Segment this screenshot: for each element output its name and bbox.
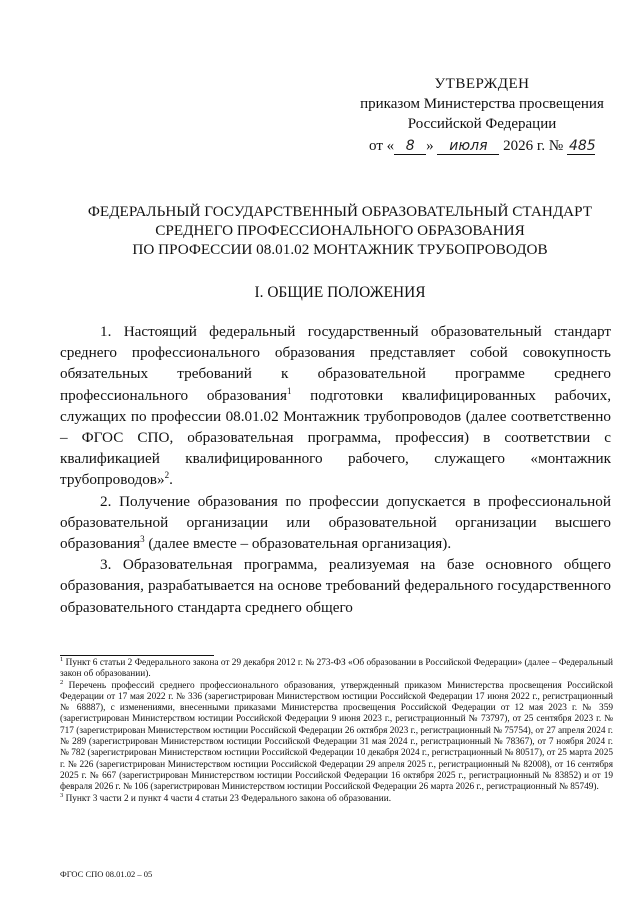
- paragraph-2-part-b: (далее вместе – образовательная организация).: [144, 535, 452, 553]
- title-line-2: СРЕДНЕГО ПРОФЕССИОНАЛЬНОГО ОБРАЗОВАНИЯ: [155, 222, 525, 239]
- paragraph-1-part-a: 1. Настоящий федеральный государственный образовательный стандарт среднего профессионального образования представляет собой совокупность обязательных требований к образовательной программе среднего профессионального образования: [60, 323, 611, 404]
- footnote-ref-3: 3: [140, 533, 145, 544]
- document-title: [60, 202, 620, 259]
- paragraph-1-part-b: подготовки квалифицированных рабочих, служащих по профессии 08.01.02 Монтажник трубопроводов (далее соответственно – ФГОС СПО, образовательная программа, профессия) в соответствии с квалификацией квалифицированного рабочего, служащего «монтажник трубопроводов»: [60, 386, 611, 489]
- footnote-separator: [60, 655, 214, 656]
- footnote-2: [60, 678, 613, 794]
- footnotes: [60, 655, 613, 805]
- paragraph-1: [60, 321, 611, 491]
- footnote-1-text: Пункт 6 статьи 2 Федерального закона от 29 декабря 2012 г. № 273-ФЗ «Об образовании в Российской Федерации» (далее – Федеральный закон об образовании).: [60, 658, 613, 680]
- approval-line-2: Российской Федерации: [407, 116, 557, 132]
- paragraph-2-part-a: 2. Получение образования по профессии допускается в профессиональной образовательной организации или образовательной организации высшего образования: [60, 492, 611, 553]
- date-year: 2026 г. №: [503, 138, 564, 154]
- approval-block: [352, 74, 612, 156]
- approval-date: [352, 136, 612, 156]
- footnote-ref-1: 1: [286, 385, 292, 396]
- handwritten-day: 8: [394, 138, 426, 155]
- handwritten-month: июля: [437, 138, 499, 155]
- title-line-3: ПО ПРОФЕССИИ 08.01.02 МОНТАЖНИК ТРУБОПРОВОДОВ: [132, 241, 548, 258]
- page-footer-code: ФГОС СПО 08.01.02 – 05: [60, 869, 153, 879]
- date-prefix: от «: [369, 138, 395, 154]
- handwritten-number: 485: [568, 138, 596, 154]
- section-heading: I. ОБЩИЕ ПОЛОЖЕНИЯ: [254, 284, 426, 301]
- date-quote: »: [426, 138, 434, 154]
- paragraph-1-part-c: .: [169, 471, 173, 489]
- paragraph-3: 3. Образовательная программа, реализуемая на базе основного общего образования, разрабатывается на основе требований федерального государственного образовательного стандарта среднего общего: [60, 556, 611, 616]
- footnote-1: [60, 655, 613, 681]
- footnote-1-number: 1: [60, 655, 64, 663]
- footnote-3-number: 3: [60, 791, 64, 799]
- footnote-2-number: 2: [60, 678, 64, 686]
- title-line-1: ФЕДЕРАЛЬНЫЙ ГОСУДАРСТВЕННЫЙ ОБРАЗОВАТЕЛЬНЫЙ СТАНДАРТ: [87, 203, 593, 220]
- paragraph-2: [60, 491, 611, 555]
- body-text: [60, 321, 611, 618]
- footnote-2-text: Перечень профессий среднего профессионального образования, утвержденный приказом Министерства просвещения Российской Федерации от 17 мая 2022 г. № 336 (зарегистрирован Министерством юстиции Российской Федерации 17 июня 2022 г., регистрационный № 68887), с изменениями, внесенными приказами Министерства просвещения Российской Федерации от 12 мая 2023 г. № 359 (зарегистрирован Министерством юстиции Российской Федерации 9 июня 2023 г., регистрационный № 73797), от 25 сентября 2023 г. № 717 (зарегистрирован Министерством юстиции Российской Федерации 26 октября 2023 г., регистрационный № 75754), от 27 апреля 2024 г. № 289 (зарегистрирован Министерством юстиции Российской Федерации 31 мая 2024 г., регистрационный № 78367), от 7 ноября 2024 г. № 782 (зарегистрирован Министерством юстиции Российской Федерации 10 декабря 2024 г., регистрационный № 80517), от 25 марта 2025 г. № 226 (зарегистрирован Министерством юстиции Российской Федерации 29 апреля 2025 г., регистрационный № 82008), от 16 сентября 2025 г. № 667 (зарегистрирован Министерством юстиции Российской Федерации 16 октября 2025 г., регистрационный № 83852) и от 19 февраля 2026 г. № 106 (зарегистрирован Министерством юстиции Российской Федерации 26 марта 2026 г., регистрационный № 85749).: [60, 680, 613, 793]
- footnote-3-text: Пункт 3 части 2 и пункт 4 части 4 статьи 23 Федерального закона об образовании.: [63, 793, 392, 804]
- approval-line-1: приказом Министерства просвещения: [360, 96, 604, 112]
- footnote-3: [60, 791, 613, 805]
- approval-title: УТВЕРЖДЕН: [434, 76, 530, 92]
- footnote-ref-2: 2: [164, 470, 170, 481]
